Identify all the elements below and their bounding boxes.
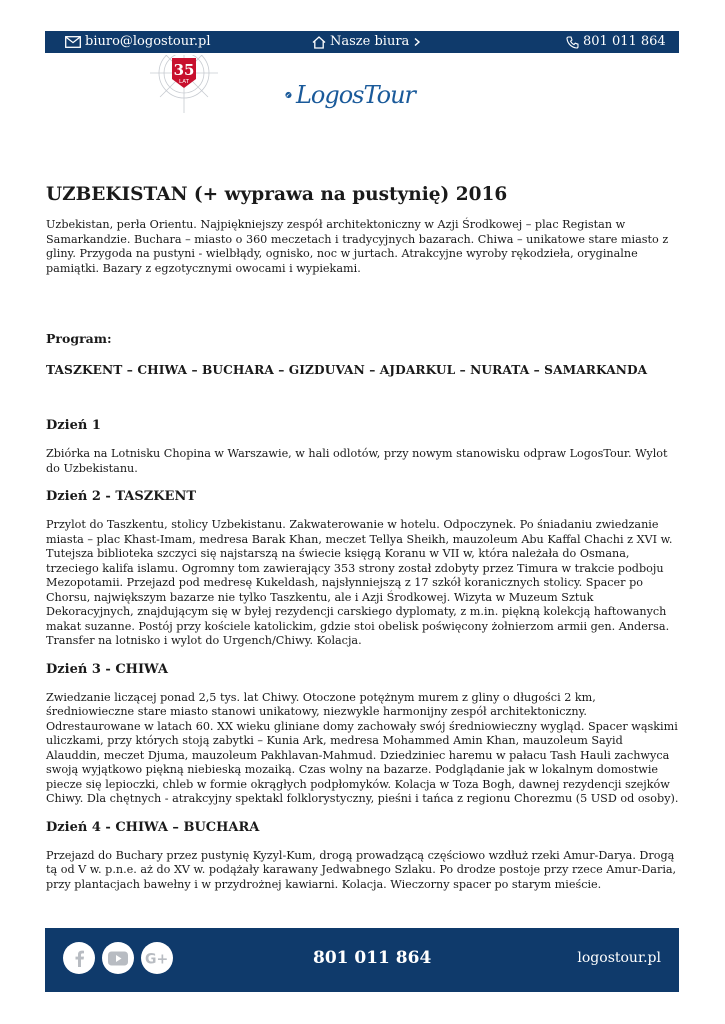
google-plus-icon: [145, 950, 169, 966]
route-heading: TASZKENT – CHIWA – BUCHARA – GIZDUVAN – AJDARKUL – NURATA – SAMARKANDA: [46, 362, 648, 377]
day-3-text: Zwiedzanie liczącej ponad 2,5 tys. lat Chiwy. Otoczone potężnym murem z gliny o długości 2 km, średniowieczne stare miasto stanowi unikatowy, niezwykle harmonijny zespół architektoniczny. Odrestaurowane w latach 60. XX wieku gliniane domy zachowały swój średniowieczny wygląd. Spacer wąskimi uliczkami, przy których stoją zabytki – Kunia Ark, medresa Mohammed Amin Khan, mauzoleum Sayid Alauddin, meczet Djuma, mauzoleum Pakhlavan-Mahmud. Dziedziniec haremu w pałacu Tash Hauli zachwyca swoją wyjątkowo piękną niebieską mozaiką. Czas wolny na bazarze. Podglądanie jak w lokalnym domostwie piecze się lepioczki, chleb w formie okrągłych podpłomyków. Kolacja w Toza Bogh, dawnej rezydencji szejków Chiwy. Dla chętnych - atrakcyjny spektakl folklorystyczny, pieśni i tańca z regionu Chorezmu (5 USD od osoby).: [46, 690, 679, 805]
logostour-logo[interactable]: [285, 75, 415, 115]
youtube-icon: [108, 951, 128, 966]
facebook-icon: [73, 949, 85, 967]
day-2-text: Przylot do Taszkentu, stolicy Uzbekistanu. Zakwaterowanie w hotelu. Odpoczynek. Po śniadaniu zwiedzanie miasta – plac Khast-Imam, medresa Barak Khan, meczet Tellya Sheikh, mauzoleum Abu Kaffal Chachi z XVI w. Tutejsza biblioteka szczyci się najstarszą na świecie księgą Koranu w VII w, która należała do Osmana, trzeciego kalifa islamu. Ogromny tom zawierający 353 strony został zdobyty przez Timura w trakcie podboju Mezopotamii. Przejazd pod medresę Kukeldash, najsłynniejszą z 17 szkół koranicznych stolicy. Spacer po Chorsu, największym bazarze nie tylko Taszkentu, ale i Azji Środkowej. Wizyta w Muzeum Sztuk Dekoracyjnych, znajdującym się w byłej rezydencji carskiego dyplomaty, z m.in. piękną kolekcją haftowanych makat suzanne. Postój przy kościele katolickim, gdzie stoi obelisk poświęcony żołnierzom armii gen. Andersa. Transfer na lotnisko i wylot do Urgench/Chiwy. Kolacja.: [46, 518, 673, 647]
day-4-text: Przejazd do Buchary przez pustynię Kyzyl-Kum, drogą prowadzącą częściowo wzdłuż rzeki Amur-Darya. Drogą tą od V w. p.n.e. aż do XV w. podążały karawany Jedwabnego Szlaku. Po drodze postoje przy rzece Amur-Daria, przy plantacjach bawełny i w przydrożnej kawiarni. Kolacja. Wieczorny spacer po starym mieście.: [46, 848, 677, 891]
offices-link[interactable]: [312, 31, 421, 53]
phone-icon: [566, 36, 579, 49]
day-1-title: Dzień 1: [46, 418, 101, 433]
email-link[interactable]: [65, 31, 211, 53]
google-plus-button[interactable]: [141, 942, 173, 974]
page-title: UZBEKISTAN (+ wyprawa na pustynię) 2016: [46, 184, 508, 205]
envelope-icon: [65, 36, 81, 48]
logo-row: [0, 55, 725, 125]
facebook-button[interactable]: [63, 942, 95, 974]
anniversary-badge: [145, 55, 223, 115]
day-4-title: Dzień 4 - CHIWA – BUCHARA: [46, 819, 260, 835]
footer-phone[interactable]: 801 011 864: [313, 948, 432, 968]
day-1-text: Zbiórka na Lotnisku Chopina w Warszawie, w hali odlotów, przy nowym stanowisku odpraw LogosTour. Wylot do Uzbekistanu.: [46, 447, 668, 475]
main-content: [46, 180, 680, 892]
chevron-right-icon: [413, 37, 421, 47]
top-contact-bar: [45, 31, 679, 53]
intro-paragraph: Uzbekistan, perła Orientu. Najpiękniejszy zespół architektoniczny w Azji Środkowej – plac Registan w Samarkandzie. Buchara – miasto o 360 meczetach i tradycyjnych bazarach. Chiwa – unikatowe stare miasto z gliny. Przygoda na pustyni - wielbłądy, ognisko, noc w jurtach. Atrakcyjne wyroby rękodzieła, oryginalne pamiątki. Bazary z egzotycznymi owocami i wypiekami.: [46, 218, 669, 275]
footer-bar: [45, 928, 679, 992]
youtube-button[interactable]: [102, 942, 134, 974]
footer-website-link[interactable]: logostour.pl: [577, 950, 661, 966]
day-2-title: Dzień 2 - TASZKENT: [46, 489, 197, 504]
phone-link[interactable]: [566, 31, 666, 53]
svg-text:G+: G+: [145, 951, 169, 966]
email-text: biuro@logostour.pl: [85, 34, 211, 49]
brand-swoosh-icon: [285, 82, 292, 108]
brand-name: LogosTour: [295, 81, 415, 109]
home-icon: [312, 36, 326, 49]
badge-label: LAT: [179, 79, 189, 85]
offices-text: Nasze biura: [330, 34, 410, 49]
program-label: Program:: [46, 331, 112, 346]
day-3-title: Dzień 3 - CHIWA: [46, 661, 168, 677]
badge-years: 35: [173, 61, 195, 79]
phone-text: 801 011 864: [583, 34, 666, 49]
